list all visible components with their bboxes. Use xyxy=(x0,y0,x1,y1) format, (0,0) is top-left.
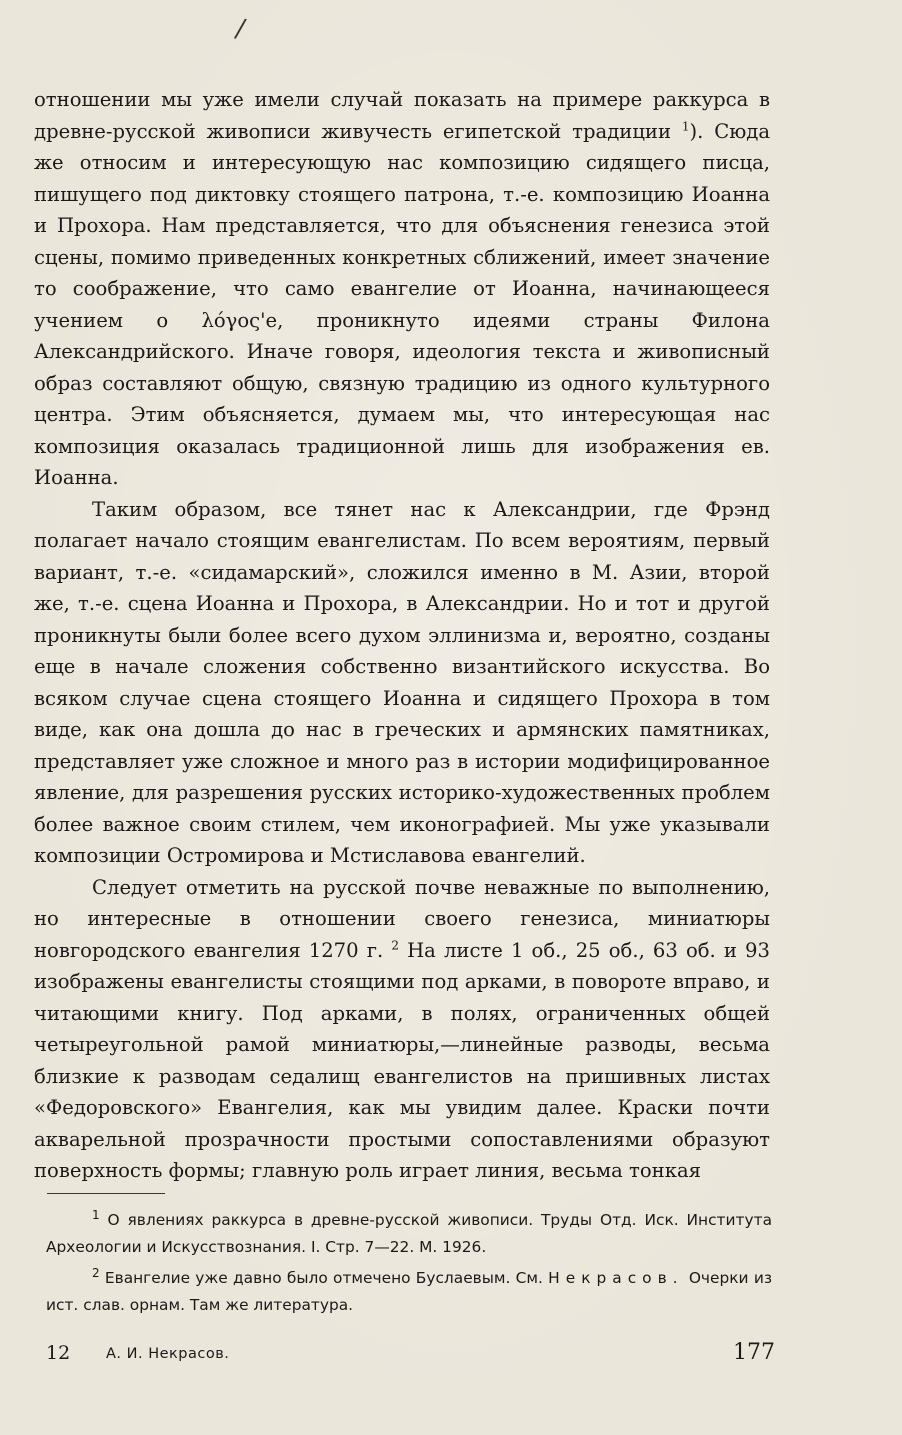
footnote-1 xyxy=(46,1207,772,1261)
greek-word: λόγος xyxy=(201,308,261,332)
paragraph-1 xyxy=(34,84,770,494)
paragraph-3 xyxy=(34,872,770,1187)
footnote-ref-1: 1 xyxy=(681,118,690,133)
sheet-signature-number: 12 xyxy=(46,1342,71,1364)
footnote-2 xyxy=(46,1265,772,1319)
paragraph-3-text-a: Следует отметить на русской почве неважные по выполнению, но интересные в отношении своего генезиса, миниатюры новгородского евангелия 1270 г. xyxy=(34,875,770,962)
pencil-mark: / xyxy=(232,13,248,45)
footnote-ref-2: 2 xyxy=(391,937,399,952)
page-number: 177 xyxy=(733,1340,775,1365)
paragraph-2: Таким образом, все тянет нас к Александрии, где Фрэнд полагает начало стоящим евангелистам. По всем вероятиям, первый вариант, т.-е. «сидамарский», сложился именно в М. Азии, второй же, т.-е. сцена Иоанна и Прохора, в Александрии. Но и тот и другой проникнуты были более всего духом эллинизма и, вероятно, созданы еще в начале сложения собственно византийского искусства. Во всяком случае сцена стоящего Иоанна и сидящего Прохора в том виде, как она дошла до нас в греческих и армянских памятниках, представляет уже сложное и много раз в истории модифицированное явление, для разрешения русских историко-художественных проблем более важное своим стилем, чем иконографией. Мы уже указывали композиции Остромирова и Мстиславова евангелий. xyxy=(34,497,770,867)
footnote-1-text: О явлениях раккурса в древне-русской живописи. Труды Отд. Иск. Института Археологии и Искусствознания. I. Стр. 7—22. М. 1926. xyxy=(46,1211,772,1256)
footnote-2-marker: 2 xyxy=(92,1265,100,1280)
sheet-signature-author: А. И. Некрасов. xyxy=(106,1346,230,1362)
paragraph-3-text-b: На листе 1 об., 25 об., 63 об. и 93 изображены евангелисты стоящими под арками, в повороте вправо, и читающими книгу. Под арками, в полях, ограниченных общей четыреугольной рамой миниатюры,—линейные разводы, весьма близкие к разводам седалищ евангелистов на пришивных листах «Федоровского» Евангелия, как мы увидим далее. Краски почти акварельной прозрачности простыми сопоставлениями образуют поверхность формы; главную роль играет линия, весьма тонкая xyxy=(34,938,770,1182)
footnote-1-marker: 1 xyxy=(92,1207,100,1222)
footnote-2-text-a: Евангелие уже давно было отмечено Буслаевым. См. xyxy=(99,1269,549,1287)
paragraph-1-text-c: 'е, проникнуто идеями страны Филона Александрийского. Иначе говоря, идеология текста и живописный образ составляют общую, связную традицию из одного культурного центра. Этим объясняется, думаем мы, что интересующая нас композиция оказалась традиционной лишь для изображения ев. Иоанна. xyxy=(34,308,770,489)
footnote-divider xyxy=(47,1193,165,1194)
footnotes xyxy=(46,1207,772,1323)
paragraph-1-text-b: ). Сюда же относим и интересующую нас композицию сидящего писца, пишущего под диктовку стоящего патрона, т.-е. композицию Иоанна и Прохора. Нам представляется, что для объяснения генезиса этой сцены, помимо приведенных конкретных сближений, имеет значение то соображение, что само евангелие от Иоанна, начинающееся учением о xyxy=(34,119,771,332)
main-text xyxy=(34,84,770,1187)
paragraph-1-text-a: отношении мы уже имели случай показать на примере раккурса в древне-русской живописи живучесть египетской традиции xyxy=(34,88,770,143)
footnote-2-text-b: Очерки из ист. слав. орнам. Там же литература. xyxy=(46,1269,773,1314)
footnote-2-author: Некрасов. xyxy=(548,1269,684,1287)
